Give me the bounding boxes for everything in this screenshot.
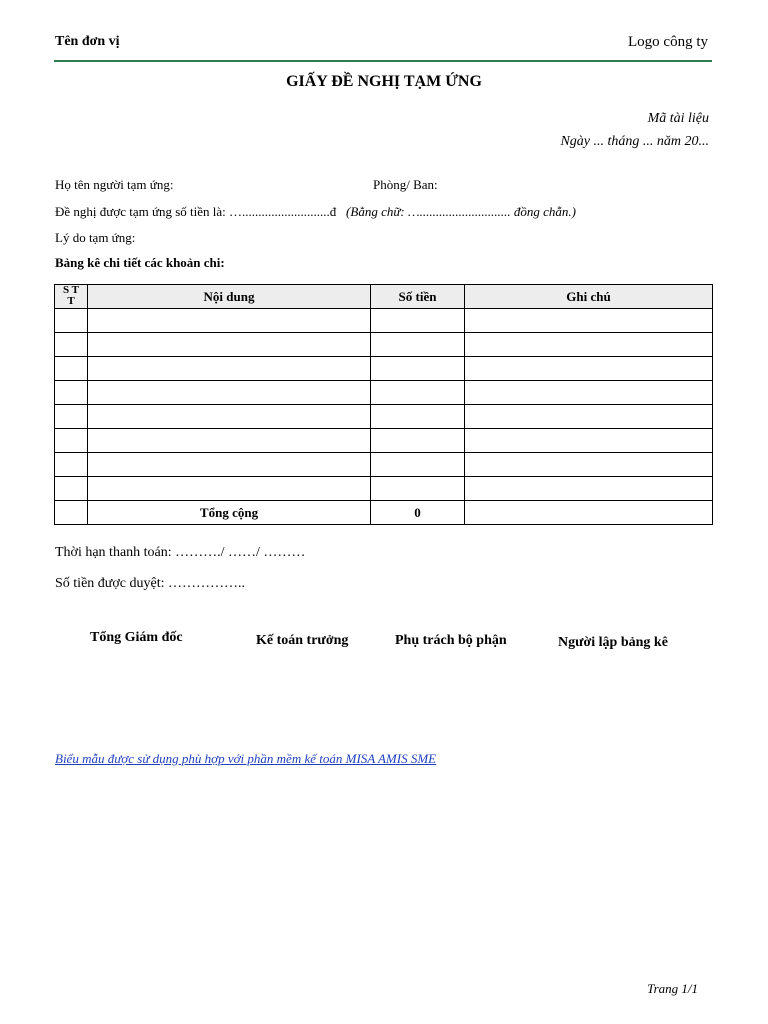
payment-deadline-line: Thời hạn thanh toán: ………./ ……/ ……… <box>55 545 306 560</box>
table-row <box>55 477 713 501</box>
cell-note[interactable] <box>465 453 713 477</box>
cell-note[interactable] <box>465 309 713 333</box>
cell-amount[interactable] <box>371 429 465 453</box>
department-label: Phòng/ Ban: <box>373 177 438 192</box>
table-row <box>55 357 713 381</box>
cell-content[interactable] <box>88 453 371 477</box>
cell-content[interactable] <box>88 357 371 381</box>
cell-note[interactable] <box>465 333 713 357</box>
cell-stt[interactable] <box>55 429 88 453</box>
cell-content[interactable] <box>88 309 371 333</box>
cell-stt[interactable] <box>55 333 88 357</box>
cell-amount[interactable] <box>371 381 465 405</box>
table-row <box>55 405 713 429</box>
cell-stt[interactable] <box>55 405 88 429</box>
date-line: Ngày ... tháng ... năm 20... <box>560 134 709 149</box>
organization-name-label: Tên đơn vị <box>55 34 120 49</box>
company-logo-placeholder: Logo công ty <box>628 34 708 50</box>
stt-header-line2: T <box>67 295 75 307</box>
column-header-amount: Số tiền <box>371 285 465 309</box>
cell-amount[interactable] <box>371 357 465 381</box>
advance-reason-label: Lý do tạm ứng: <box>55 230 136 245</box>
approved-amount-line: Số tiền được duyệt: …………….. <box>55 576 245 591</box>
expense-detail-table <box>54 284 713 525</box>
table-row <box>55 309 713 333</box>
total-label: Tổng cộng <box>88 501 371 525</box>
stt-header-line1: S T <box>62 284 79 296</box>
signature-preparer: Người lập bảng kê <box>558 635 668 650</box>
column-header-note: Ghi chú <box>465 285 713 309</box>
software-footer-link[interactable]: Biểu mẫu được sử dụng phù hợp với phần mềm kế toán MISA AMIS SME <box>55 751 437 766</box>
document-title: GIẤY ĐỀ NGHỊ TẠM ỨNG <box>286 73 482 90</box>
signature-department-head: Phụ trách bộ phận <box>395 633 507 648</box>
cell-amount[interactable] <box>371 309 465 333</box>
cell-note[interactable] <box>465 477 713 501</box>
signature-chief-accountant: Kế toán trưởng <box>256 633 349 648</box>
cell-note <box>465 501 713 525</box>
table-row <box>55 381 713 405</box>
table-header-row <box>55 285 713 309</box>
header-divider <box>54 60 712 62</box>
requester-name-label: Họ tên người tạm ứng: <box>55 177 174 192</box>
table-row <box>55 453 713 477</box>
amount-in-words: (Bằng chữ: …............................ đồng chẵn.) <box>346 204 576 219</box>
advance-amount-line <box>55 204 576 220</box>
cell-note[interactable] <box>465 429 713 453</box>
cell-amount[interactable] <box>371 333 465 357</box>
table-body <box>55 309 713 525</box>
cell-content[interactable] <box>88 429 371 453</box>
cell-content[interactable] <box>88 477 371 501</box>
document-id-label: Mã tài liệu <box>647 111 709 126</box>
cell-stt[interactable] <box>55 453 88 477</box>
cell-stt[interactable] <box>55 477 88 501</box>
cell-amount[interactable] <box>371 477 465 501</box>
detail-list-heading: Bảng kê chi tiết các khoản chi: <box>55 255 225 270</box>
advance-amount-prefix: Đề nghị được tạm ứng số tiền là: …...........................đ <box>55 204 337 219</box>
cell-note[interactable] <box>465 405 713 429</box>
page-number: Trang 1/1 <box>647 981 698 996</box>
cell-stt <box>55 501 88 525</box>
table-total-row <box>55 501 713 525</box>
cell-note[interactable] <box>465 357 713 381</box>
cell-content[interactable] <box>88 333 371 357</box>
signature-ceo: Tổng Giám đốc <box>90 630 183 645</box>
table-row <box>55 429 713 453</box>
cell-stt[interactable] <box>55 381 88 405</box>
cell-note[interactable] <box>465 381 713 405</box>
cell-content[interactable] <box>88 381 371 405</box>
column-header-content: Nội dung <box>88 285 371 309</box>
cell-stt[interactable] <box>55 357 88 381</box>
total-value: 0 <box>371 501 465 525</box>
table-row <box>55 333 713 357</box>
cell-content[interactable] <box>88 405 371 429</box>
column-header-stt <box>55 285 88 309</box>
cell-amount[interactable] <box>371 405 465 429</box>
cell-stt[interactable] <box>55 309 88 333</box>
cell-amount[interactable] <box>371 453 465 477</box>
